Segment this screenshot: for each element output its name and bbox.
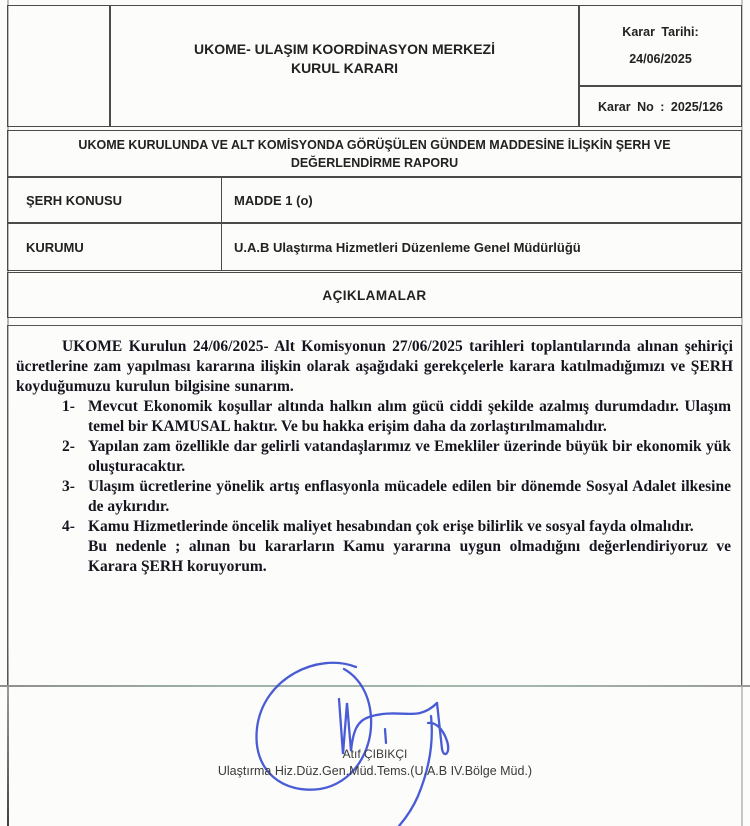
list-item-3-number: 3-	[62, 478, 75, 495]
body-bottom-border-line	[0, 685, 750, 687]
decision-date-cell	[579, 5, 742, 86]
list-item-2	[62, 437, 733, 477]
list-item-4-text	[88, 517, 733, 577]
list-item-4	[62, 517, 733, 577]
decision-date-value: 24/06/2025	[629, 52, 692, 66]
document-title-line2: KURUL KARARI	[290, 60, 399, 76]
list-item-3-text: Ulaşım ücretlerine yönelik artış enflasyonla mücadele edilen bir dönemde Sosyal Adalet ilkesine de aykırıdır.	[88, 478, 731, 515]
list-item-2-number: 2-	[62, 438, 75, 455]
serh-konusu-label: ŞERH KONUSU	[8, 178, 222, 222]
list-item-1-number: 1-	[62, 398, 75, 415]
list-item-4-text-continuation: Bu nedenle ; alınan bu kararların Kamu yararına uygun olmadığını değerlendiriyoruz ve Karara ŞERH koruyorum.	[88, 538, 731, 575]
body-intro-paragraph: UKOME Kurulun 24/06/2025- Alt Komisyonun 27/06/2025 tarihleri toplantılarında alınan şehiriçi ücretlerine zam yapılması kararına ilişkin olarak aşağıdaki gerekçelerle karara katılmadığımızı ve ŞERH koyduğumuzu kurulun bilgisine sunarım.	[16, 338, 733, 395]
signer-title: Ulaştırma Hiz.Düz.Gen.Müd.Tems.(U.A.B IV.Bölge Müd.)	[217, 764, 533, 778]
kurumu-row	[7, 223, 742, 271]
list-item-4-text-main: Kamu Hizmetlerinde öncelik maliyet hesabından çok erişe bilirlik ve sosyal fayda olmalıdır.	[88, 518, 694, 535]
report-title-line1: UKOME KURULUNDA VE ALT KOMİSYONDA GÖRÜŞÜLEN GÜNDEM MADDESİNE İLİŞKİN ŞERH VE	[78, 137, 671, 152]
list-item-4-number: 4-	[62, 518, 75, 535]
serh-konusu-row	[7, 177, 742, 223]
kurumu-label: KURUMU	[8, 224, 222, 270]
logo-placeholder-cell	[7, 5, 110, 127]
signer-name: Atıf ÇIBIKÇI	[342, 747, 408, 761]
document-title-cell	[110, 5, 579, 127]
list-item-1-text: Mevcut Ekonomik koşullar altında halkın alım gücü ciddi şekilde azalmış durumdadır. Ulaşım temel bir KAMUSAL haktır. Ve bu hakka erişim daha da zorlaştırılmamalıdır.	[88, 398, 731, 435]
list-item-1	[62, 397, 733, 437]
aciklamalar-section-header	[7, 272, 742, 318]
document-title-line1: UKOME- ULAŞIM KOORDİNASYON MERKEZİ	[194, 41, 495, 57]
list-item-2-text: Yapılan zam özellikle dar gelirli vatandaşlarımız ve Emekliler üzerinde büyük bir ekonomik yük oluşturacaktır.	[88, 438, 731, 475]
report-title-line2: DEĞERLENDİRME RAPORU	[290, 155, 459, 170]
decision-date-label: Karar Tarihi:	[622, 25, 699, 39]
serh-konusu-value: MADDE 1 (o)	[234, 192, 313, 208]
decision-number-value: Karar No : 2025/126	[597, 99, 724, 114]
aciklamalar-title: AÇIKLAMALAR	[322, 287, 427, 303]
list-item-3	[62, 477, 733, 517]
report-title-row	[7, 130, 742, 177]
explanation-body	[7, 325, 742, 686]
kurumu-value: U.A.B Ulaştırma Hizmetleri Düzenleme Genel Müdürlüğü	[234, 239, 581, 255]
decision-number-cell	[579, 86, 742, 127]
reason-list	[16, 397, 733, 577]
